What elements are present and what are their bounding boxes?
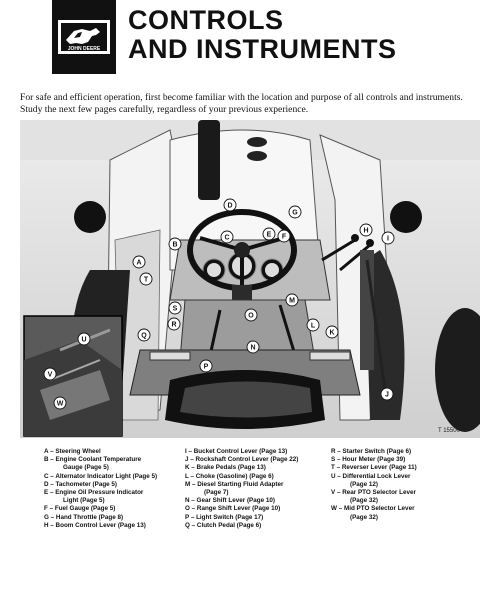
callout-letter: G — [292, 209, 298, 217]
callout-letter: E — [266, 231, 272, 239]
legend-item: D – Tachometer (Page 5) — [44, 480, 118, 488]
intro-paragraph: For safe and efficient operation, first become familiar with the location and purpose of all controls and instruments. Study the next few pages carefully, regardless of your previous experience. — [20, 92, 463, 115]
title-line-1: CONTROLS — [128, 5, 284, 35]
callout-l — [307, 319, 319, 331]
callout-p — [200, 360, 212, 372]
callout-letter: J — [385, 391, 389, 399]
legend-item: C – Alternator Indicator Light (Page 5) — [44, 472, 158, 480]
callout-letter: R — [171, 321, 177, 329]
legend-item: E – Engine Oil Pressure Indicator — [44, 489, 144, 497]
callout-t — [140, 273, 152, 285]
callout-letter: Q — [141, 332, 147, 340]
legend-item: M – Diesel Starting Fluid Adapter — [185, 480, 284, 488]
callout-letter: H — [363, 227, 369, 235]
legend-item: Gauge (Page 5) — [63, 464, 109, 472]
callout-letter: O — [248, 312, 254, 320]
callout-letter: P — [203, 363, 209, 371]
legend-item: L – Choke (Gasoline) (Page 6) — [185, 472, 274, 480]
callout-w — [54, 397, 66, 409]
legend-item: I – Bucket Control Lever (Page 13) — [185, 448, 288, 455]
callout-v — [44, 368, 56, 380]
legend-item: S – Hour Meter (Page 39) — [331, 456, 406, 464]
callout-letter: N — [250, 344, 256, 352]
callout-letter: D — [227, 202, 233, 210]
callout-letter: I — [387, 235, 389, 243]
callout-f — [278, 230, 290, 242]
legend-item: V – Rear PTO Selector Lever — [331, 489, 416, 497]
legend-column-2 — [185, 448, 298, 530]
legend-item: W – Mid PTO Selector Lever — [331, 505, 415, 513]
legend-item: G – Hand Throttle (Page 8) — [44, 513, 124, 521]
callout-b — [169, 238, 181, 250]
callout-letter: V — [47, 371, 53, 379]
callout-o — [245, 309, 257, 321]
legend-item: R – Starter Switch (Page 6) — [331, 448, 412, 455]
callout-i — [382, 232, 394, 244]
legend-item: Q – Clutch Pedal (Page 6) — [185, 521, 262, 529]
callout-k — [326, 326, 338, 338]
legend-item: H – Boom Control Lever (Page 13) — [44, 521, 146, 529]
legend-item: K – Brake Pedals (Page 13) — [185, 464, 266, 472]
legend-item: (Page 12) — [350, 480, 378, 488]
callout-g — [289, 206, 301, 218]
tractor-controls-photo — [20, 120, 480, 438]
callout-r — [168, 318, 180, 330]
legend-item: F – Fuel Gauge (Page 5) — [44, 505, 116, 513]
callout-letter: B — [172, 241, 178, 249]
page-header — [0, 0, 493, 80]
callout-letter: U — [81, 336, 87, 344]
title-line-2: AND INSTRUMENTS — [128, 34, 397, 64]
callout-u — [78, 333, 90, 345]
legend-item: P – Light Switch (Page 17) — [185, 513, 264, 521]
callout-letter: A — [136, 259, 142, 267]
callout-h — [360, 224, 372, 236]
callout-c — [221, 231, 233, 243]
legend-item: B – Engine Coolant Temperature — [44, 456, 142, 464]
legend-item: N – Gear Shift Lever (Page 10) — [185, 497, 275, 505]
legend-item: U – Differential Lock Lever — [331, 472, 411, 480]
callout-s — [169, 302, 181, 314]
john-deere-logo — [52, 0, 116, 74]
legend-item: J – Rockshaft Control Lever (Page 22) — [185, 456, 299, 464]
legend-item: O – Range Shift Lever (Page 10) — [185, 505, 281, 513]
callout-letter: W — [56, 400, 64, 408]
callout-letter: S — [172, 305, 178, 313]
callout-letter: M — [289, 297, 295, 305]
legend-item: (Page 32) — [350, 513, 378, 521]
legend-item: A – Steering Wheel — [44, 448, 101, 455]
callout-e — [263, 228, 275, 240]
legend-item: (Page 7) — [204, 489, 229, 497]
callout-n — [247, 341, 259, 353]
callout-m — [286, 294, 298, 306]
legend-column-1 — [44, 448, 157, 530]
callout-letter: L — [310, 322, 316, 330]
logo-text: JOHN DEERE — [67, 46, 101, 52]
callout-a — [133, 256, 145, 268]
legend-column-3 — [331, 448, 417, 522]
callout-d — [224, 199, 236, 211]
callout-letter: T — [143, 276, 149, 284]
callout-letter: C — [224, 234, 230, 242]
legend-item: (Page 32) — [350, 497, 378, 505]
callout-j — [381, 388, 393, 400]
legend-item: Light (Page 5) — [63, 497, 105, 505]
callout-letter: K — [329, 329, 335, 337]
legend-item: T – Reverser Lever (Page 11) — [331, 464, 417, 472]
callout-letter: F — [281, 233, 287, 241]
figure-id: T 15500 — [438, 428, 460, 434]
callout-q — [138, 329, 150, 341]
page-title — [128, 6, 397, 64]
